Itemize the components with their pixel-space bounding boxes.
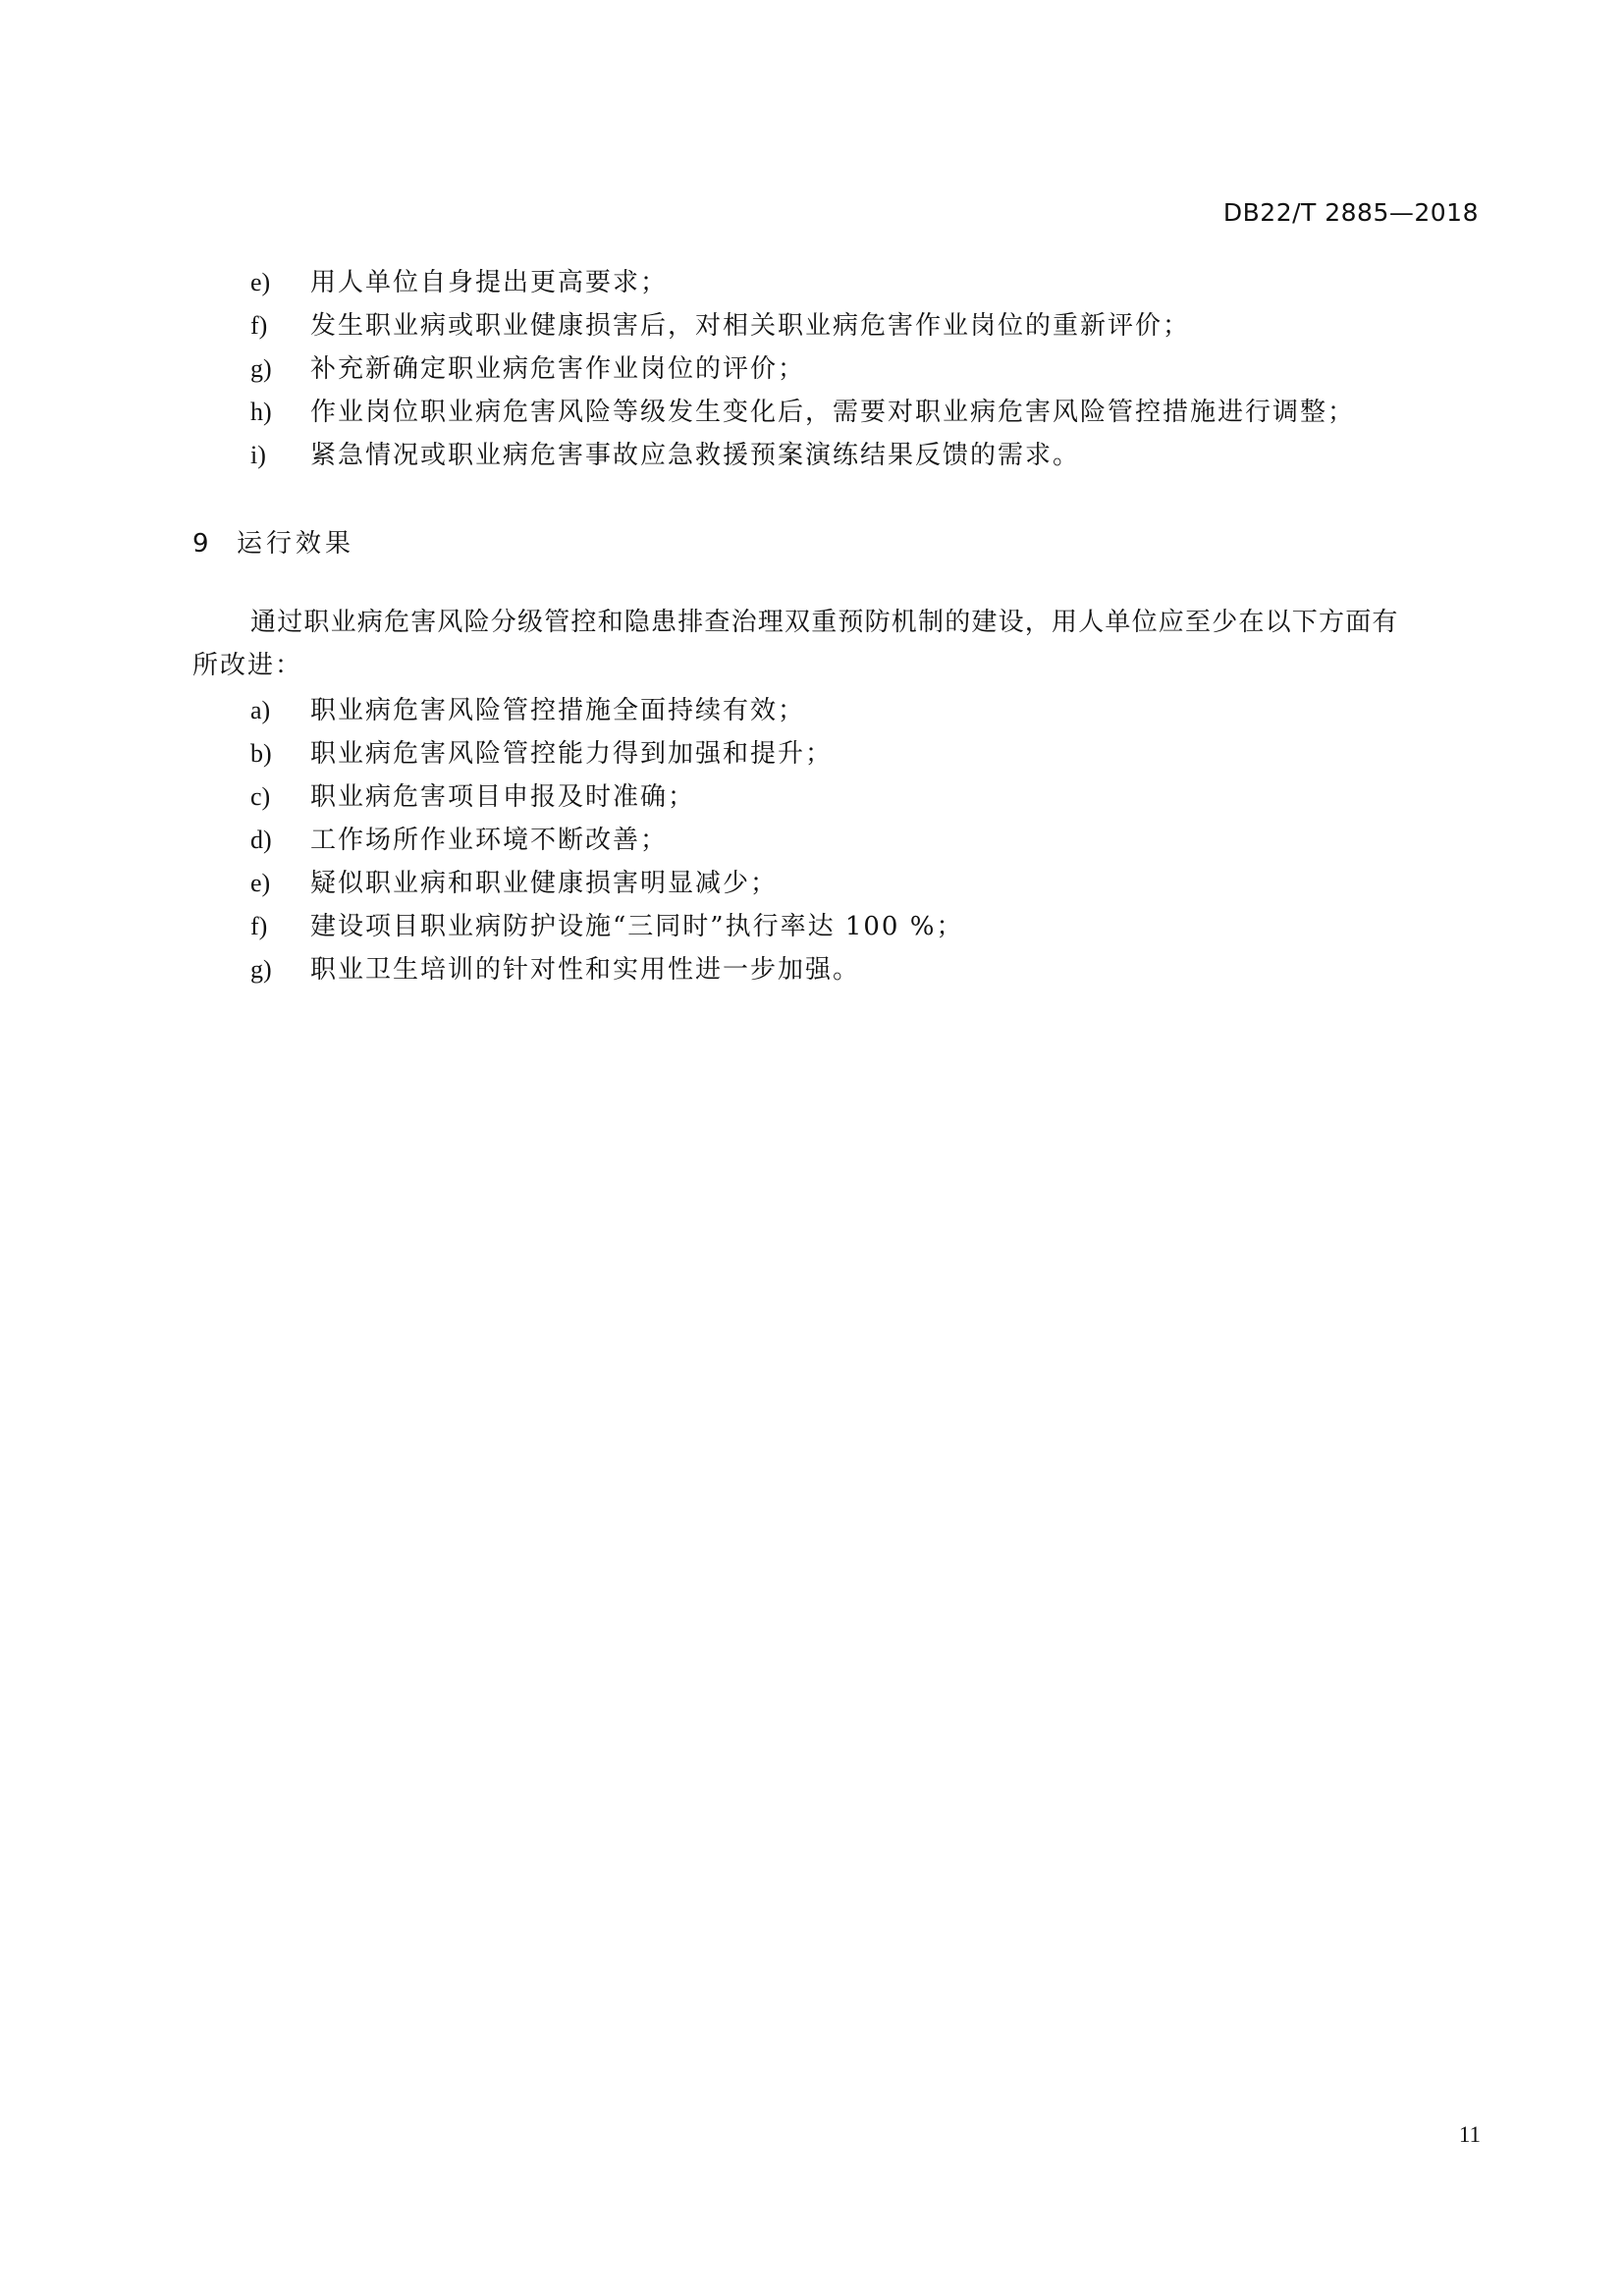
list-marker: a) (250, 696, 271, 724)
list-marker: c) (250, 782, 271, 811)
list-marker: f) (250, 912, 268, 940)
list-item-text: 用人单位自身提出更高要求； (310, 268, 669, 297)
intro-line: 通过职业病危害风险分级管控和隐患排查治理双重预防机制的建设，用人单位应至少在以下方面有 (250, 608, 1399, 637)
list-item-text: 紧急情况或职业病危害事故应急救援预案演练结果反馈的需求。 (310, 441, 1081, 470)
list-item-text: 职业病危害项目申报及时准确； (310, 782, 696, 812)
page-number: 11 (1458, 2122, 1481, 2147)
list-marker: h) (250, 398, 272, 426)
list-marker: g) (250, 354, 272, 383)
list-marker: e) (250, 268, 271, 296)
list-marker: g) (250, 955, 272, 984)
list-item-text: 职业病危害风险管控措施全面持续有效； (310, 696, 806, 725)
list-item (0, 434, 1623, 477)
section-number: 9 (192, 529, 209, 559)
list-item-text: 职业卫生培训的针对性和实用性进一步加强。 (310, 955, 861, 985)
list-marker: e) (250, 869, 271, 897)
list-item-text: 发生职业病或职业健康损害后，对相关职业病危害作业岗位的重新评价； (310, 311, 1191, 341)
list-item-text: 工作场所作业环境不断改善； (310, 826, 669, 855)
list-item-text: 职业病危害风险管控能力得到加强和提升； (310, 739, 834, 769)
list-item (0, 948, 1623, 991)
list-item-text: 疑似职业病和职业健康损害明显减少； (310, 869, 779, 898)
list-marker: b) (250, 739, 272, 768)
list-marker: d) (250, 826, 272, 854)
top-list (0, 261, 1623, 477)
list-item (0, 905, 1623, 948)
section-title: 运行效果 (237, 529, 355, 559)
list-item (0, 391, 1623, 434)
improvement-list (0, 689, 1623, 991)
list-marker: i) (250, 441, 266, 469)
document-code: DB22/T 2885—2018 (1222, 198, 1479, 227)
list-item (0, 261, 1623, 304)
list-item (0, 819, 1623, 862)
list-item (0, 862, 1623, 905)
list-item-text: 建设项目职业病防护设施“三同时”执行率达 100 %； (310, 912, 964, 941)
list-item (0, 775, 1623, 819)
list-item-text: 作业岗位职业病危害风险等级发生变化后，需要对职业病危害风险管控措施进行调整； (310, 398, 1356, 427)
list-marker: f) (250, 311, 268, 340)
list-item (0, 304, 1623, 347)
intro-line: 所改进： (192, 651, 303, 680)
list-item (0, 347, 1623, 391)
section-intro-paragraph (192, 601, 1479, 687)
list-item-text: 补充新确定职业病危害作业岗位的评价； (310, 354, 806, 384)
list-item (0, 689, 1623, 732)
list-item (0, 732, 1623, 775)
